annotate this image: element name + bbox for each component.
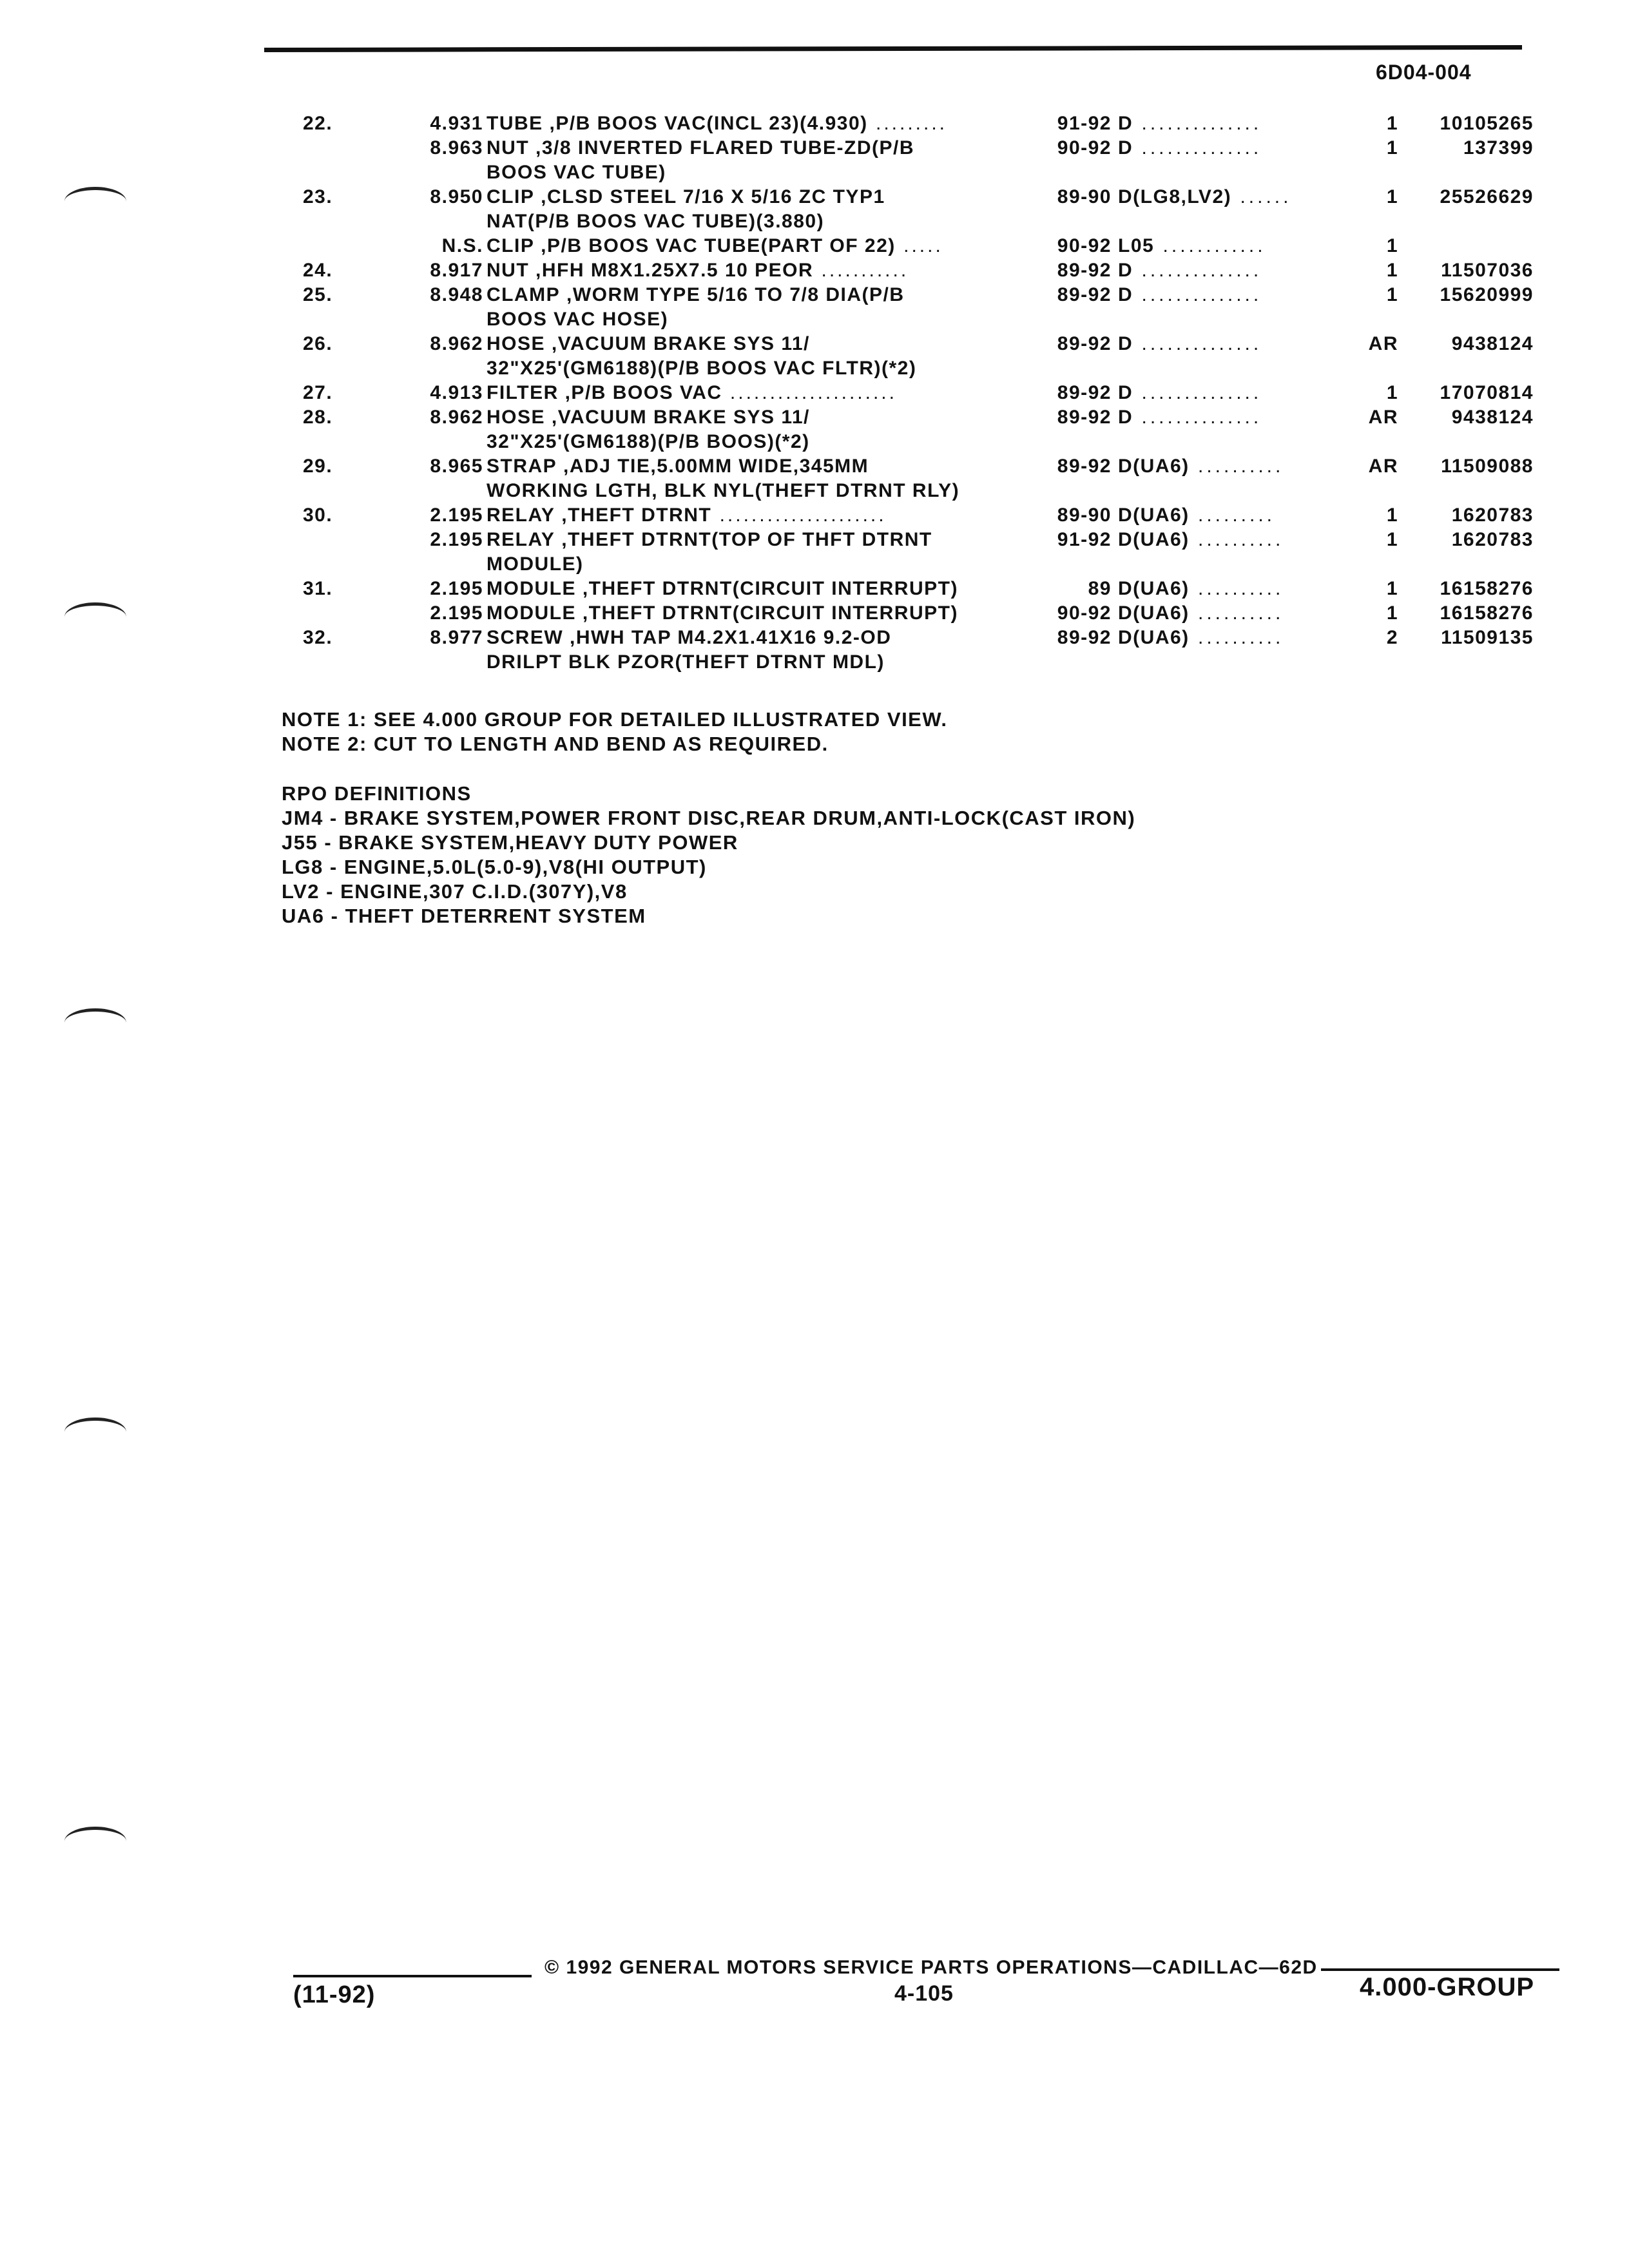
parts-row	[277, 235, 1540, 260]
part-detail: ,P/B BOOS VAC TUBE(PART OF 22)	[534, 235, 896, 256]
parts-list	[277, 113, 1540, 676]
body-code-value: D(UA6)	[1118, 627, 1190, 648]
parts-row	[277, 456, 1540, 480]
part-number: 9438124	[1451, 407, 1534, 428]
model-years: 89-92	[1057, 627, 1112, 648]
parts-row	[277, 309, 1540, 333]
part-name: RELAY	[487, 505, 555, 526]
part-detail: DRILPT BLK PZOR(THEFT DTRNT MDL)	[487, 651, 885, 673]
rpo-definitions	[282, 782, 1135, 928]
parts-row	[277, 578, 1540, 602]
parts-row	[277, 651, 1540, 676]
quantity: 1	[1386, 137, 1398, 159]
part-name: CLAMP	[487, 284, 561, 305]
body-code-value: D	[1118, 284, 1133, 305]
parts-row	[277, 260, 1540, 284]
item-number: 25.	[303, 284, 333, 305]
figure-number: 8.917	[430, 260, 483, 281]
leader-dots: ..............	[1133, 333, 1262, 354]
body-code-value: D	[1118, 407, 1133, 428]
leader-dots: ..........	[1189, 529, 1284, 550]
model-years: 91-92	[1057, 529, 1112, 550]
quantity: 1	[1386, 186, 1398, 207]
model-years: 89-92	[1057, 407, 1112, 428]
top-rule	[264, 45, 1522, 52]
parts-row	[277, 431, 1540, 456]
part-number: 10105265	[1440, 113, 1534, 134]
figure-number: 8.977	[430, 627, 483, 648]
quantity: AR	[1368, 456, 1398, 477]
model-years: 90-92	[1057, 235, 1112, 256]
parts-row	[277, 382, 1540, 407]
parts-row	[277, 407, 1540, 431]
leader-dots: ..........	[1189, 627, 1284, 648]
body-code-value: D(UA6)	[1118, 505, 1190, 526]
rpo-line: LG8 - ENGINE,5.0L(5.0-9),V8(HI OUTPUT)	[282, 856, 707, 878]
quantity: AR	[1368, 333, 1398, 354]
footer-rule-left	[293, 1975, 532, 1977]
figure-number: 2.195	[430, 578, 483, 599]
rpo-line: UA6 - THEFT DETERRENT SYSTEM	[282, 905, 646, 927]
figure-number: 8.948	[430, 284, 483, 305]
body-code-value: L05	[1118, 235, 1155, 256]
item-number: 27.	[303, 382, 333, 403]
part-detail: ,THEFT DTRNT	[555, 505, 712, 526]
part-detail: MODULE)	[487, 553, 584, 575]
part-name: CLIP	[487, 235, 535, 256]
part-number: 9438124	[1451, 333, 1534, 354]
footer-group: 4.000-GROUP	[1360, 1973, 1535, 2001]
rpo-title: RPO DEFINITIONS	[282, 782, 472, 805]
quantity: AR	[1368, 407, 1398, 428]
item-number: 26.	[303, 333, 333, 354]
part-detail: ,3/8 INVERTED FLARED TUBE-ZD(P/B	[529, 137, 915, 159]
part-description	[487, 162, 1131, 184]
footer-copyright: © 1992 GENERAL MOTORS SERVICE PARTS OPERATIONS—CADILLAC—62D	[545, 1957, 1318, 1978]
item-number: 22.	[303, 113, 333, 134]
model-years: 89-90	[1057, 505, 1112, 526]
quantity: 1	[1386, 235, 1398, 256]
figure-number: 4.913	[430, 382, 483, 403]
leader-dots: ..............	[1133, 137, 1262, 159]
quantity: 1	[1386, 260, 1398, 281]
parts-row	[277, 529, 1540, 553]
part-number: 25526629	[1440, 186, 1534, 207]
body-code	[1118, 113, 1331, 135]
part-description	[487, 211, 1131, 233]
rpo-line: LV2 - ENGINE,307 C.I.D.(307Y),V8	[282, 880, 628, 903]
body-code	[1118, 186, 1331, 208]
quantity: 1	[1386, 505, 1398, 526]
part-name: CLIP	[487, 186, 535, 207]
body-code-value: D(UA6)	[1118, 456, 1190, 477]
note-1: NOTE 1: SEE 4.000 GROUP FOR DETAILED ILLUSTRATED VIEW.	[282, 708, 948, 731]
parts-row	[277, 211, 1540, 235]
part-description	[487, 358, 1131, 380]
model-years: 89-90	[1057, 186, 1112, 207]
part-detail: BOOS VAC TUBE)	[487, 162, 666, 183]
model-years: 90-92	[1057, 137, 1112, 159]
leader-dots: ..............	[1133, 260, 1262, 281]
rpo-line: JM4 - BRAKE SYSTEM,POWER FRONT DISC,REAR DRUM,ANTI-LOCK(CAST IRON)	[282, 807, 1136, 829]
part-name: RELAY	[487, 529, 555, 550]
parts-row	[277, 186, 1540, 211]
leader-dots: ..............	[1133, 284, 1262, 305]
item-number: 32.	[303, 627, 333, 648]
part-detail: ,THEFT DTRNT(CIRCUIT INTERRUPT)	[576, 578, 958, 599]
document-code: 6D04-004	[1376, 61, 1472, 84]
part-detail: 32"X25'(GM6188)(P/B BOOS)(*2)	[487, 431, 810, 452]
part-number: 15620999	[1440, 284, 1534, 305]
item-number: 28.	[303, 407, 333, 428]
part-detail: ,P/B BOOS VAC(INCL 23)(4.930)	[543, 113, 868, 134]
part-name: MODULE	[487, 578, 576, 599]
figure-number: 2.195	[430, 529, 483, 550]
leader-dots: .........	[867, 113, 948, 134]
model-years: 89-92	[1057, 382, 1112, 403]
binder-hole-mark	[64, 602, 126, 631]
quantity: 1	[1386, 529, 1398, 550]
leader-dots: ............	[1154, 235, 1266, 256]
parts-row	[277, 162, 1540, 186]
part-number: 16158276	[1440, 602, 1534, 624]
parts-row	[277, 137, 1540, 162]
figure-number: 8.950	[430, 186, 483, 207]
part-detail: ,VACUUM BRAKE SYS 11/	[545, 333, 810, 354]
body-code-value: D	[1118, 382, 1133, 403]
model-years: 89-92	[1057, 333, 1112, 354]
footer-rule-right	[1321, 1968, 1559, 1971]
figure-number: 2.195	[430, 602, 483, 624]
item-number: 29.	[303, 456, 333, 477]
part-name: FILTER	[487, 382, 559, 403]
quantity: 1	[1386, 113, 1398, 134]
part-name: NUT	[487, 260, 530, 281]
binder-hole-mark	[64, 1418, 126, 1446]
part-detail: ,P/B BOOS VAC	[558, 382, 722, 403]
body-code-value: D(UA6)	[1118, 578, 1190, 599]
body-code	[1118, 578, 1331, 600]
part-detail: ,THEFT DTRNT(TOP OF THFT DTRNT	[555, 529, 932, 550]
part-number: 11509088	[1441, 456, 1534, 477]
leader-dots: ......	[1231, 186, 1292, 207]
part-name: TUBE	[487, 113, 543, 134]
part-detail: ,CLSD STEEL 7/16 X 5/16 ZC TYP1	[534, 186, 885, 207]
part-detail: WORKING LGTH, BLK NYL(THEFT DTRNT RLY)	[487, 480, 960, 501]
part-number: 16158276	[1440, 578, 1534, 599]
leader-dots: ..........	[1189, 578, 1284, 599]
body-code-value: D	[1118, 137, 1133, 159]
leader-dots: .....	[895, 235, 943, 256]
body-code	[1118, 260, 1331, 282]
part-name: HOSE	[487, 333, 546, 354]
leader-dots: ..............	[1133, 113, 1262, 134]
body-code	[1118, 333, 1331, 355]
item-number: 31.	[303, 578, 333, 599]
part-number: 11507036	[1441, 260, 1534, 281]
body-code-value: D	[1118, 113, 1133, 134]
leader-dots: ..............	[1133, 382, 1262, 403]
part-number: 1620783	[1451, 505, 1534, 526]
body-code	[1118, 235, 1331, 257]
part-number: 17070814	[1440, 382, 1534, 403]
parts-row	[277, 553, 1540, 578]
quantity: 2	[1386, 627, 1398, 648]
item-number: 23.	[303, 186, 333, 207]
part-name: MODULE	[487, 602, 576, 624]
body-code	[1118, 137, 1331, 159]
part-detail: BOOS VAC HOSE)	[487, 309, 669, 330]
part-description	[487, 431, 1131, 453]
part-number: 1620783	[1451, 529, 1534, 550]
parts-row	[277, 358, 1540, 382]
part-name: STRAP	[487, 456, 557, 477]
footer-page-number: 4-105	[894, 1981, 954, 2006]
part-detail: ,WORM TYPE 5/16 TO 7/8 DIA(P/B	[560, 284, 905, 305]
part-description	[487, 309, 1131, 331]
notes	[282, 707, 948, 756]
leader-dots: ...........	[813, 260, 909, 281]
parts-row	[277, 505, 1540, 529]
note-2: NOTE 2: CUT TO LENGTH AND BEND AS REQUIRED.	[282, 733, 829, 755]
quantity: 1	[1386, 284, 1398, 305]
body-code	[1118, 505, 1331, 526]
body-code	[1118, 382, 1331, 404]
quantity: 1	[1386, 602, 1398, 624]
part-detail: ,THEFT DTRNT(CIRCUIT INTERRUPT)	[576, 602, 958, 624]
part-number: 11509135	[1441, 627, 1534, 648]
part-number: 137399	[1463, 137, 1534, 159]
part-detail: ,HFH M8X1.25X7.5 10 PEOR	[529, 260, 814, 281]
figure-number: 8.962	[430, 407, 483, 428]
model-years: 91-92	[1057, 113, 1112, 134]
footer-date: (11-92)	[293, 1981, 376, 2008]
parts-row	[277, 480, 1540, 505]
part-name: NUT	[487, 137, 530, 159]
leader-dots: .....................	[722, 382, 897, 403]
body-code-value: D	[1118, 333, 1133, 354]
part-name: HOSE	[487, 407, 546, 428]
leader-dots: ..........	[1189, 602, 1284, 624]
part-detail: ,VACUUM BRAKE SYS 11/	[545, 407, 810, 428]
body-code-value: D	[1118, 260, 1133, 281]
rpo-line: J55 - BRAKE SYSTEM,HEAVY DUTY POWER	[282, 831, 738, 854]
parts-row	[277, 602, 1540, 627]
model-years: 89-92	[1057, 456, 1112, 477]
model-years: 89	[1088, 578, 1112, 599]
model-years: 89-92	[1057, 260, 1112, 281]
quantity: 1	[1386, 578, 1398, 599]
figure-number: 4.931	[430, 113, 483, 134]
body-code	[1118, 456, 1331, 477]
part-detail: ,HWH TAP M4.2X1.41X16 9.2-OD	[563, 627, 892, 648]
part-detail: 32"X25'(GM6188)(P/B BOOS VAC FLTR)(*2)	[487, 358, 917, 379]
item-number: 30.	[303, 505, 333, 526]
part-detail: ,ADJ TIE,5.00MM WIDE,345MM	[557, 456, 869, 477]
body-code	[1118, 529, 1331, 551]
body-code	[1118, 284, 1331, 306]
body-code-value: D(UA6)	[1118, 529, 1190, 550]
part-description	[487, 553, 1131, 575]
binder-hole-mark	[64, 1827, 126, 1856]
parts-row	[277, 284, 1540, 309]
figure-number: N.S.	[441, 235, 483, 256]
model-years: 90-92	[1057, 602, 1112, 624]
item-number: 24.	[303, 260, 333, 281]
figure-number: 2.195	[430, 505, 483, 526]
parts-row	[277, 333, 1540, 358]
parts-row	[277, 113, 1540, 137]
quantity: 1	[1386, 382, 1398, 403]
part-name: SCREW	[487, 627, 564, 648]
part-description	[487, 651, 1131, 673]
binder-hole-mark	[64, 1008, 126, 1037]
figure-number: 8.962	[430, 333, 483, 354]
part-description	[487, 480, 1131, 502]
leader-dots: ..........	[1189, 456, 1284, 477]
leader-dots: .....................	[711, 505, 887, 526]
body-code	[1118, 627, 1331, 649]
model-years: 89-92	[1057, 284, 1112, 305]
figure-number: 8.965	[430, 456, 483, 477]
binder-hole-mark	[64, 187, 126, 216]
leader-dots: .........	[1189, 505, 1276, 526]
body-code	[1118, 602, 1331, 624]
parts-row	[277, 627, 1540, 651]
body-code-value: D(LG8,LV2)	[1118, 186, 1232, 207]
leader-dots: ..............	[1133, 407, 1262, 428]
body-code	[1118, 407, 1331, 428]
figure-number: 8.963	[430, 137, 483, 159]
body-code-value: D(UA6)	[1118, 602, 1190, 624]
part-detail: NAT(P/B BOOS VAC TUBE)(3.880)	[487, 211, 825, 232]
